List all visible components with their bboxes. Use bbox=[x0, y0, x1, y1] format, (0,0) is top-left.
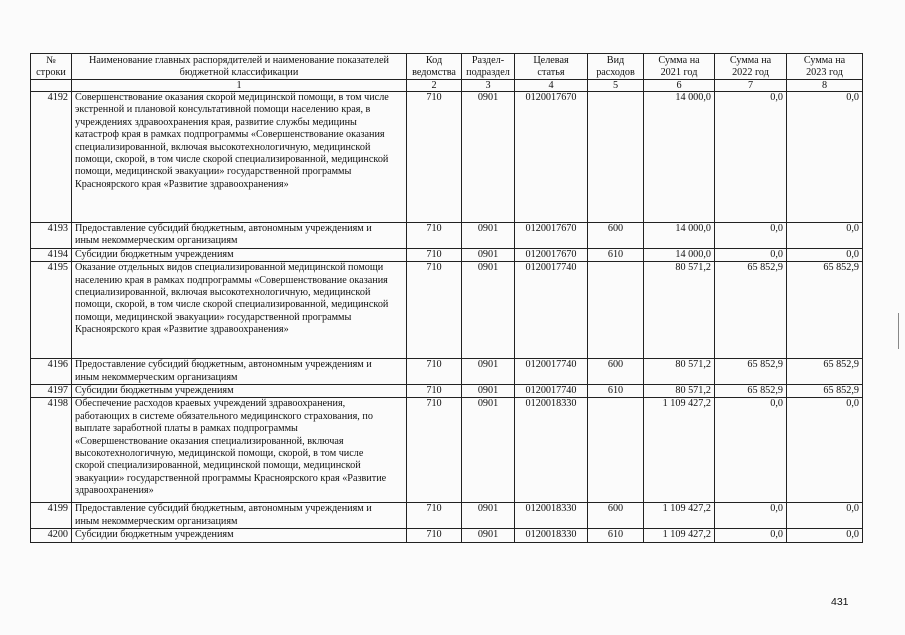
row-number: 4195 bbox=[31, 262, 72, 359]
header-expense-kind: Вид расходов bbox=[588, 54, 644, 80]
row-sum-2021: 14 000,0 bbox=[644, 248, 715, 261]
row-sum-2022: 65 852,9 bbox=[715, 359, 787, 385]
row-sum-2022: 0,0 bbox=[715, 223, 787, 249]
row-sum-2022: 0,0 bbox=[715, 398, 787, 503]
header-row-number: № строки bbox=[31, 54, 72, 80]
row-name-line: населению края в рамках подпрограммы «Совершенствование оказания bbox=[75, 274, 388, 286]
row-sum-2022: 0,0 bbox=[715, 529, 787, 542]
column-number: 3 bbox=[462, 80, 515, 92]
row-number: 4194 bbox=[31, 248, 72, 261]
row-sum-2022: 65 852,9 bbox=[715, 385, 787, 398]
row-dept-code: 710 bbox=[407, 248, 462, 261]
row-dept-code: 710 bbox=[407, 92, 462, 223]
row-section: 0901 bbox=[462, 385, 515, 398]
row-name-line: катастроф края в рамках подпрограммы «Совершенствование оказания bbox=[75, 129, 385, 141]
column-number: 7 bbox=[715, 80, 787, 92]
column-number-row bbox=[31, 80, 863, 92]
row-sum-2021: 1 109 427,2 bbox=[644, 398, 715, 503]
row-name-line: помощи, медицинской эвакуации» государственной программы bbox=[75, 311, 352, 323]
column-number: 2 bbox=[407, 80, 462, 92]
row-name-line: Предоставление субсидий бюджетным, автономным учреждениям и bbox=[75, 223, 372, 234]
row-sum-2023: 65 852,9 bbox=[787, 359, 863, 385]
row-sum-2021: 80 571,2 bbox=[644, 359, 715, 385]
column-number: 8 bbox=[787, 80, 863, 92]
row-dept-code: 710 bbox=[407, 385, 462, 398]
row-name-line: помощи, скорой, в том числе скорой специализированной, медицинской bbox=[75, 154, 389, 166]
header-sum-2022: Сумма на 2022 год bbox=[715, 54, 787, 80]
row-name-line: иным некоммерческим организациям bbox=[75, 371, 238, 383]
row-name-line: Красноярского края «Развитие здравоохранения» bbox=[75, 324, 289, 336]
row-name-line: Совершенствование оказания скорой медицинской помощи, в том числе bbox=[75, 92, 389, 103]
row-name-line: Красноярского края «Развитие здравоохранения» bbox=[75, 178, 289, 190]
row-name-line: высокотехнологичную, медицинской помощи, скорой, в том числе bbox=[75, 448, 364, 460]
row-name bbox=[72, 248, 407, 261]
row-sum-2023: 0,0 bbox=[787, 503, 863, 529]
row-name-line: специализированной, включая высокотехнологичную, медицинской bbox=[75, 287, 371, 299]
row-section: 0901 bbox=[462, 223, 515, 249]
row-section: 0901 bbox=[462, 248, 515, 261]
row-section: 0901 bbox=[462, 92, 515, 223]
row-name-line: скорой специализированной, медицинской помощи, медицинской bbox=[75, 460, 361, 472]
row-target-article: 0120018330 bbox=[515, 503, 588, 529]
row-target-article: 0120017740 bbox=[515, 385, 588, 398]
row-dept-code: 710 bbox=[407, 262, 462, 359]
header-section: Раздел- подраздел bbox=[462, 54, 515, 80]
row-expense-kind bbox=[588, 262, 644, 359]
row-number: 4197 bbox=[31, 385, 72, 398]
row-sum-2021: 1 109 427,2 bbox=[644, 503, 715, 529]
column-number: 4 bbox=[515, 80, 588, 92]
row-section: 0901 bbox=[462, 359, 515, 385]
row-sum-2021: 14 000,0 bbox=[644, 92, 715, 223]
row-sum-2023: 0,0 bbox=[787, 223, 863, 249]
row-number: 4196 bbox=[31, 359, 72, 385]
row-name bbox=[72, 262, 407, 359]
budget-table bbox=[30, 53, 863, 543]
row-section: 0901 bbox=[462, 398, 515, 503]
row-name-line: специализированной, включая высокотехнологичную, медицинской bbox=[75, 141, 371, 153]
row-dept-code: 710 bbox=[407, 223, 462, 249]
row-dept-code: 710 bbox=[407, 529, 462, 542]
row-expense-kind: 600 bbox=[588, 359, 644, 385]
row-expense-kind: 610 bbox=[588, 248, 644, 261]
row-sum-2023: 0,0 bbox=[787, 248, 863, 261]
row-section: 0901 bbox=[462, 262, 515, 359]
column-number: 6 bbox=[644, 80, 715, 92]
row-name bbox=[72, 359, 407, 385]
row-dept-code: 710 bbox=[407, 359, 462, 385]
header-name: Наименование главных распорядителей и наименование показателей бюджетной классификации bbox=[72, 54, 407, 80]
row-sum-2021: 80 571,2 bbox=[644, 385, 715, 398]
row-expense-kind: 610 bbox=[588, 529, 644, 542]
row-section: 0901 bbox=[462, 529, 515, 542]
table-row bbox=[31, 398, 863, 503]
row-sum-2023: 0,0 bbox=[787, 398, 863, 503]
row-target-article: 0120017670 bbox=[515, 92, 588, 223]
table-row bbox=[31, 359, 863, 385]
row-sum-2022: 65 852,9 bbox=[715, 262, 787, 359]
row-name-line: учреждениях здравоохранения края, развитие службы медицины bbox=[75, 116, 357, 128]
row-expense-kind bbox=[588, 92, 644, 223]
row-sum-2021: 1 109 427,2 bbox=[644, 529, 715, 542]
row-number: 4198 bbox=[31, 398, 72, 503]
row-sum-2022: 0,0 bbox=[715, 248, 787, 261]
table-row bbox=[31, 385, 863, 398]
row-target-article: 0120017740 bbox=[515, 262, 588, 359]
row-expense-kind: 600 bbox=[588, 223, 644, 249]
row-name-line: Субсидии бюджетным учреждениям bbox=[75, 248, 234, 260]
row-number: 4192 bbox=[31, 92, 72, 223]
row-name-line: Предоставление субсидий бюджетным, автономным учреждениям и bbox=[75, 503, 372, 515]
row-sum-2022: 0,0 bbox=[715, 503, 787, 529]
row-target-article: 0120017670 bbox=[515, 248, 588, 261]
row-name-line: здравоохранения» bbox=[75, 485, 154, 497]
row-expense-kind: 600 bbox=[588, 503, 644, 529]
row-name-line: выплате заработной платы в рамках подпрограммы bbox=[75, 423, 298, 435]
row-dept-code: 710 bbox=[407, 503, 462, 529]
row-name bbox=[72, 92, 407, 223]
row-name-line: Субсидии бюджетным учреждениям bbox=[75, 529, 234, 541]
row-dept-code: 710 bbox=[407, 398, 462, 503]
row-name-line: помощи, медицинской эвакуации» государственной программы bbox=[75, 166, 352, 178]
row-target-article: 0120017740 bbox=[515, 359, 588, 385]
row-name-line: помощи, скорой, в том числе скорой специализированной, медицинской bbox=[75, 299, 389, 311]
row-expense-kind: 610 bbox=[588, 385, 644, 398]
row-target-article: 0120017670 bbox=[515, 223, 588, 249]
table-row bbox=[31, 92, 863, 223]
header-sum-2023: Сумма на 2023 год bbox=[787, 54, 863, 80]
row-name-line: эвакуации» государственной программы Красноярского края «Развитие bbox=[75, 472, 387, 484]
row-name-line: работающих в системе обязательного медицинского страхования, по bbox=[75, 410, 373, 422]
row-name-line: иным некоммерческим организациям bbox=[75, 235, 238, 247]
row-number: 4193 bbox=[31, 223, 72, 249]
row-number: 4200 bbox=[31, 529, 72, 542]
row-sum-2023: 65 852,9 bbox=[787, 262, 863, 359]
row-sum-2023: 0,0 bbox=[787, 529, 863, 542]
table-row bbox=[31, 262, 863, 359]
row-expense-kind bbox=[588, 398, 644, 503]
header-dept-code: Код ведомства bbox=[407, 54, 462, 80]
table-row bbox=[31, 503, 863, 529]
row-target-article: 0120018330 bbox=[515, 529, 588, 542]
row-name bbox=[72, 223, 407, 249]
row-name-line: экстренной и плановой консультативной помощи населению края, в bbox=[75, 104, 371, 116]
page-number: 431 bbox=[831, 596, 849, 608]
row-name-line: иным некоммерческим организациям bbox=[75, 515, 238, 527]
row-target-article: 0120018330 bbox=[515, 398, 588, 503]
table-row bbox=[31, 248, 863, 261]
row-name-line: Субсидии бюджетным учреждениям bbox=[75, 385, 234, 397]
row-name-line: Предоставление субсидий бюджетным, автономным учреждениям и bbox=[75, 359, 372, 371]
row-name-line: Обеспечение расходов краевых учреждений здравоохранения, bbox=[75, 398, 346, 410]
column-number: 5 bbox=[588, 80, 644, 92]
row-sum-2021: 80 571,2 bbox=[644, 262, 715, 359]
column-number: 1 bbox=[72, 80, 407, 92]
row-sum-2023: 65 852,9 bbox=[787, 385, 863, 398]
row-name bbox=[72, 385, 407, 398]
table-row bbox=[31, 529, 863, 542]
row-number: 4199 bbox=[31, 503, 72, 529]
header-sum-2021: Сумма на 2021 год bbox=[644, 54, 715, 80]
row-sum-2021: 14 000,0 bbox=[644, 223, 715, 249]
table-row bbox=[31, 223, 863, 249]
row-sum-2023: 0,0 bbox=[787, 92, 863, 223]
row-name-line: «Совершенствование оказания специализированной, включая bbox=[75, 435, 344, 447]
margin-mark bbox=[898, 313, 899, 349]
row-sum-2022: 0,0 bbox=[715, 92, 787, 223]
row-name-line: Оказание отдельных видов специализированной медицинской помощи bbox=[75, 262, 384, 274]
row-section: 0901 bbox=[462, 503, 515, 529]
row-name bbox=[72, 529, 407, 542]
column-number bbox=[31, 80, 72, 92]
header-target-article: Целевая статья bbox=[515, 54, 588, 80]
header-row bbox=[31, 54, 863, 80]
row-name bbox=[72, 398, 407, 503]
row-name bbox=[72, 503, 407, 529]
